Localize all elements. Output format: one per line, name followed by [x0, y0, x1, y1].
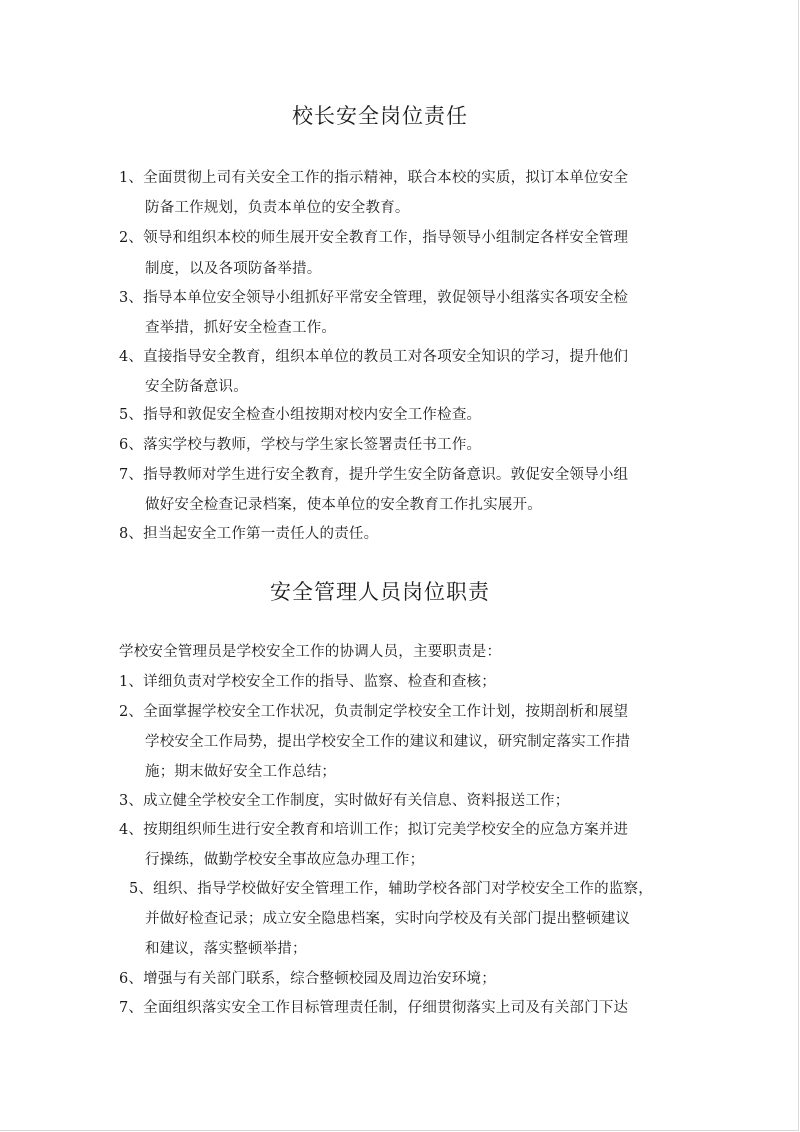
list-item: 4、按期组织师生进行安全教育和培训工作；拟订完美学校安全的应急方案并进 — [119, 822, 629, 838]
list-item: 6、落实学校与教师，学校与学生家长签署责任书工作。 — [119, 437, 482, 453]
list-item-continuation: 和建议，落实整顿举措； — [145, 941, 307, 957]
list-item: 7、全面组织落实安全工作目标管理责任制，仔细贯彻落实上司及有关部门下达 — [119, 1000, 629, 1016]
list-item-continuation: 做好安全检查记录档案，使本单位的安全教育工作扎实展开。 — [145, 497, 542, 513]
list-item-continuation: 学校安全工作局势，提出学校安全工作的建议和建议，研究制定落实工作措 — [145, 734, 631, 750]
list-item: 5、组织、指导学校做好安全管理工作，辅助学校各部门对学校安全工作的监察， — [129, 881, 653, 897]
list-item: 7、指导教师对学生进行安全教育，提升学生安全防备意识。敦促安全领导小组 — [119, 467, 629, 483]
list-item: 3、成立健全学校安全工作制度，实时做好有关信息、资料报送工作； — [119, 793, 570, 809]
list-item-continuation: 制度，以及各项防备举措。 — [145, 261, 322, 277]
list-item: 2、全面掌握学校安全工作状况，负责制定学校安全工作计划，按期剖析和展望 — [119, 704, 629, 720]
list-item-continuation: 查举措，抓好安全检查工作。 — [145, 320, 337, 336]
list-item: 8、担当起安全工作第一责任人的责任。 — [119, 526, 379, 542]
list-item-continuation: 行操练，做勤学校安全事故应急办理工作； — [145, 852, 425, 868]
list-item-continuation: 防备工作规划，负责本单位的安全教育。 — [145, 200, 410, 216]
list-item: 6、增强与有关部门联系，综合整顿校园及周边治安环境； — [119, 971, 496, 987]
list-item-continuation: 安全防备意识。 — [145, 379, 248, 395]
intro-paragraph: 学校安全管理员是学校安全工作的协调人员，主要职责是： — [119, 644, 502, 660]
list-item-continuation: 并做好检查记录；成立安全隐患档案，实时向学校及有关部门提出整顿建议 — [145, 911, 631, 927]
section-title-principal: 校长安全岗位责任 — [292, 104, 468, 128]
list-item: 1、详细负责对学校安全工作的指导、监察、检查和查核； — [119, 674, 496, 690]
list-item: 2、领导和组织本校的师生展开安全教育工作，指导领导小组制定各样安全管理 — [119, 230, 629, 246]
list-item: 3、指导本单位安全领导小组抓好平常安全管理，敦促领导小组落实各项安全检 — [119, 290, 629, 306]
list-item: 5、指导和敦促安全检查小组按期对校内安全工作检查。 — [119, 407, 482, 423]
section-title-safety-staff: 安全管理人员岗位职责 — [270, 580, 490, 604]
list-item: 1、全面贯彻上司有关安全工作的指示精神，联合本校的实质，拟订本单位安全 — [119, 170, 629, 186]
list-item-continuation: 施；期末做好安全工作总结； — [145, 764, 337, 780]
list-item: 4、直接指导安全教育，组织本单位的教员工对各项安全知识的学习，提升他们 — [119, 349, 629, 365]
